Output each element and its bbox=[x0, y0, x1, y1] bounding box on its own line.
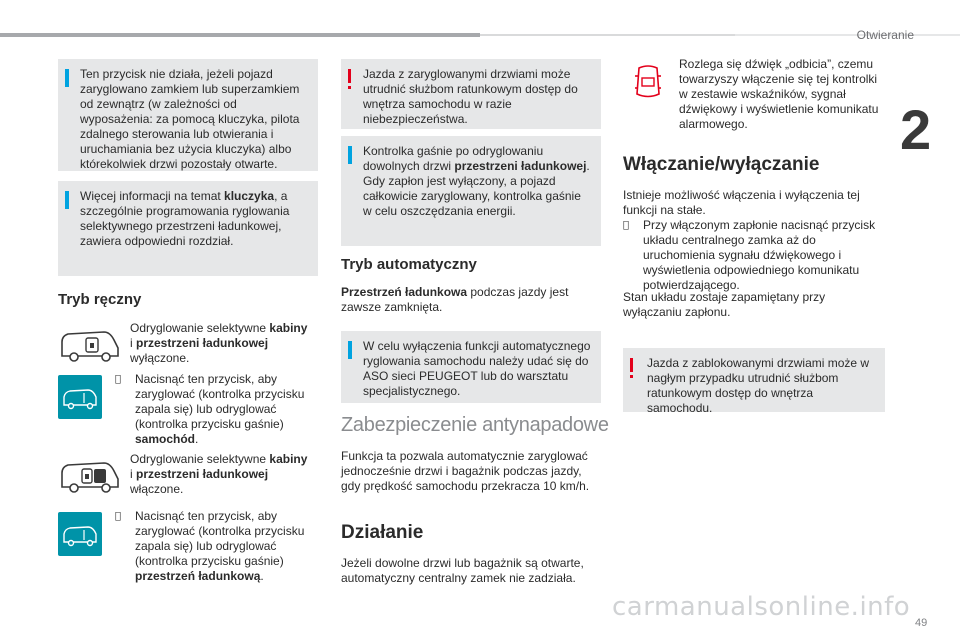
watermark: carmanualsonline.info bbox=[612, 592, 911, 622]
info-box-button-inactive bbox=[58, 59, 318, 171]
van-lock-icon bbox=[60, 330, 120, 362]
info-text: Więcej informacji na temat kluczyka, a szczególnie programowania ryglowania selektywnego przestrzeni ładunkowej, zawiera odpowiedni rozdział. bbox=[80, 189, 290, 248]
press-cargo-text: Nacisnąć ten przycisk, aby zaryglować (kontrolka przycisku zapala się) lub odryglować (kontrolka przycisku gaśnie) przestrzeń ładunkową. bbox=[135, 509, 305, 583]
manual-mode-title: Tryb ręczny bbox=[58, 291, 142, 308]
info-box-disable-auto bbox=[341, 331, 601, 403]
selective-off-text: Odryglowanie selektywne kabiny i przestrzeni ładunkowej wyłączone. bbox=[130, 321, 308, 365]
operation-title: Działanie bbox=[341, 522, 424, 543]
info-icon bbox=[348, 146, 352, 164]
toggle-title: Włączanie/wyłączanie bbox=[623, 154, 820, 175]
info-icon bbox=[65, 191, 69, 209]
bullet-icon bbox=[115, 509, 121, 524]
bullet-icon bbox=[623, 218, 629, 233]
anti-hijack-text: Funkcja ta pozwala automatycznie zaryglować jednocześnie drzwi i bagażnik podczas jazdy, gdy prędkość samochodu przekracza 10 km/h. bbox=[341, 449, 590, 493]
toggle-intro-text: Istnieje możliwość włączenia i wyłączenia tej funkcji na stałe. bbox=[623, 188, 860, 217]
warning-icon bbox=[348, 69, 351, 83]
section-title: Otwieranie bbox=[856, 28, 914, 42]
info-icon bbox=[65, 69, 69, 87]
auto-mode-title: Tryb automatyczny bbox=[341, 256, 477, 273]
bullet-icon bbox=[115, 372, 121, 387]
operation-text: Jeżeli dowolne drzwi lub bagażnik są otwarte, automatyczny centralny zamek nie zadziała. bbox=[341, 556, 584, 585]
van-lock-cargo-icon bbox=[60, 461, 120, 493]
page-number: 49 bbox=[915, 617, 928, 629]
toggle-step-text: Przy włączonym zapłonie nacisnąć przycisk układu centralnego zamka aż do uruchomienia sygnału dźwiękowego i wyświetlenia odpowiedniego komunikatu potwierdzającego. bbox=[643, 218, 876, 292]
info-text: Kontrolka gaśnie po odryglowaniu dowolnych drzwi przestrzeni ładunkowej. Gdy zapłon jest wyłączony, a pojazd całkowicie zaryglowany, kontrolka gaśnie w celu oszczędzania energii. bbox=[363, 144, 590, 218]
chapter-number: 2 bbox=[900, 98, 932, 161]
lock-button-cargo[interactable] bbox=[58, 512, 102, 556]
selective-on-text: Odryglowanie selektywne kabiny i przestrzeni ładunkowej włączone. bbox=[130, 452, 308, 496]
van-icon bbox=[58, 512, 102, 556]
header-rule-gap bbox=[480, 34, 735, 36]
auto-mode-text: Przestrzeń ładunkowa podczas jazdy jest zawsze zamknięta. bbox=[341, 285, 569, 314]
warning-text: Jazda z zaryglowanymi drzwiami może utrudnić służbom ratunkowym dostęp do wnętrza samochodu w razie niebezpieczeństwa. bbox=[363, 67, 578, 126]
sound-alert-text: Rozlega się dźwięk „odbicia”, czemu towarzyszy włączenie się tej kontrolki w zestawie wskaźników, sygnał dźwiękowy i wyświetlenie komunikatu alarmowego. bbox=[679, 57, 879, 131]
door-lock-warning-icon bbox=[633, 64, 663, 100]
toggle-state-text: Stan układu zostaje zapamiętany przy wyłączaniu zapłonu. bbox=[623, 290, 826, 319]
warning-box-blocked-doors bbox=[623, 348, 885, 415]
warning-box-locked-doors bbox=[341, 59, 601, 129]
van-icon bbox=[58, 375, 102, 419]
lock-button-vehicle[interactable] bbox=[58, 375, 102, 419]
header-rule bbox=[0, 33, 480, 37]
info-text: Ten przycisk nie działa, jeżeli pojazd zaryglowano zamkiem lub superzamkiem od zewnątrz (w zależności od wyposażenia: za pomocą kluczyka, pilota zdalnego sterowania lub otwierania i uruchamiania bez użycia kluczyka) albo którekolwiek drzwi pozostały otwarte. bbox=[80, 67, 300, 171]
info-text: W celu wyłączenia funkcji automatycznego ryglowania samochodu należy udać się do ASO sieci PEUGEOT lub do warsztatu specjalistycznego. bbox=[363, 339, 591, 398]
anti-hijack-title: Zabezpieczenie antynapadowe bbox=[341, 414, 609, 436]
info-icon bbox=[348, 341, 352, 359]
info-box-key bbox=[58, 181, 318, 276]
press-vehicle-text: Nacisnąć ten przycisk, aby zaryglować (kontrolka przycisku zapala się) lub odryglować (kontrolka przycisku gaśnie) samochód. bbox=[135, 372, 305, 446]
header-rule-tail bbox=[735, 34, 960, 36]
warning-text: Jazda z zablokowanymi drzwiami może w nagłym przypadku utrudnić służbom ratunkowym dostęp do wnętrza samochodu. bbox=[647, 356, 870, 415]
warning-icon bbox=[630, 358, 633, 372]
info-box-indicator bbox=[341, 136, 601, 246]
